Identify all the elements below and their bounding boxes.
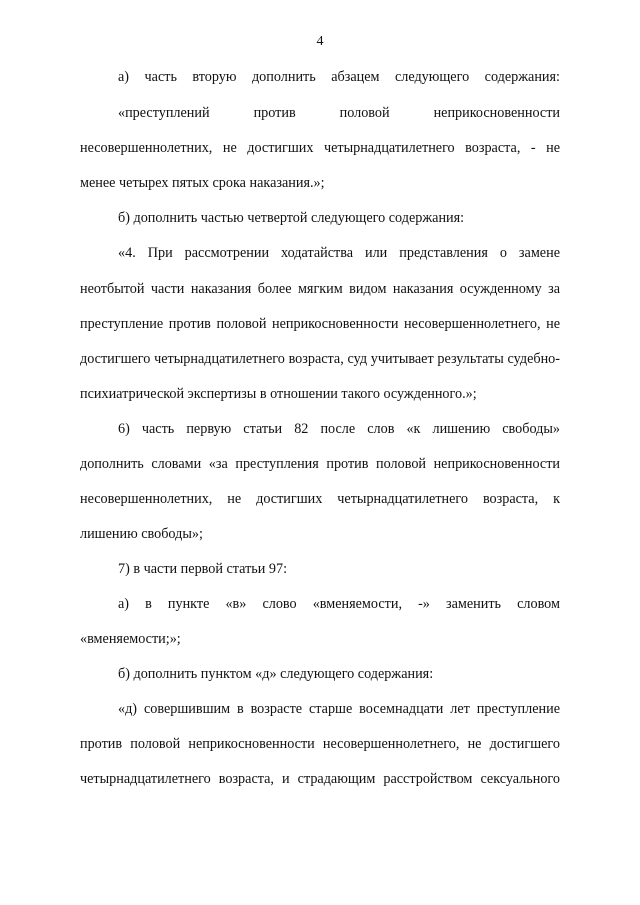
paragraph-line: несовершеннолетних, не достигших четырнадцатилетнего возраста, к	[80, 491, 560, 507]
paragraph-line: 6) часть первую статьи 82 после слов «к лишению свободы»	[118, 421, 560, 437]
paragraph-line: «преступлений против половой неприкосновенности	[118, 105, 560, 121]
paragraph-line: менее четырех пятых срока наказания.»;	[80, 175, 325, 191]
paragraph-line: несовершеннолетних, не достигших четырнадцатилетнего возраста, - не	[80, 140, 560, 156]
paragraph-line: лишению свободы»;	[80, 526, 203, 542]
page-number: 4	[316, 34, 324, 49]
paragraph-line: «вменяемости;»;	[80, 631, 181, 647]
paragraph-line: «4. При рассмотрении ходатайства или представления о замене	[118, 245, 560, 261]
paragraph-line: против половой неприкосновенности несовершеннолетнего, не достигшего	[80, 736, 560, 752]
paragraph-line: дополнить словами «за преступления против половой неприкосновенности	[80, 456, 560, 472]
paragraph-line: преступление против половой неприкосновенности несовершеннолетнего, не	[80, 316, 560, 332]
paragraph-line: 7) в части первой статьи 97:	[118, 561, 288, 577]
paragraph-line: достигшего четырнадцатилетнего возраста, суд учитывает результаты судебно-	[80, 351, 560, 367]
paragraph-line: б) дополнить пунктом «д» следующего содержания:	[118, 666, 434, 682]
paragraph-line: четырнадцатилетнего возраста, и страдающим расстройством сексуального	[80, 771, 560, 787]
paragraph-line: психиатрической экспертизы в отношении такого осужденного.»;	[80, 386, 477, 402]
paragraph-line: а) часть вторую дополнить абзацем следующего содержания:	[118, 69, 560, 85]
paragraph-line: «д) совершившим в возрасте старше восемнадцати лет преступление	[118, 701, 560, 717]
paragraph-line: б) дополнить частью четвертой следующего содержания:	[118, 210, 465, 226]
paragraph-line: а) в пункте «в» слово «вменяемости, -» заменить словом	[118, 596, 560, 612]
paragraph-line: неотбытой части наказания более мягким видом наказания осужденному за	[80, 281, 560, 297]
